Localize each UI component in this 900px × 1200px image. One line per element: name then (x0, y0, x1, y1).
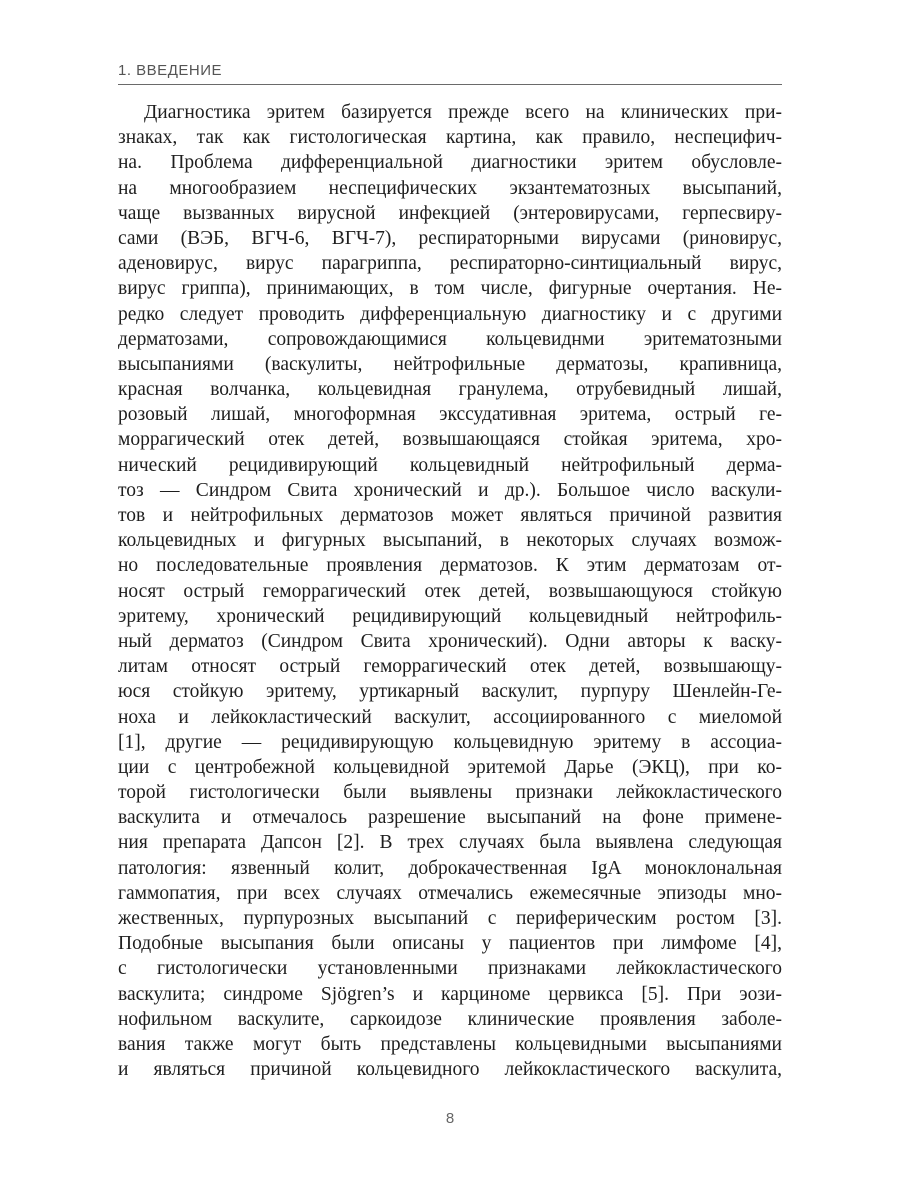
text-line: моррагический отек детей, возвышающаяся стойкая эритема, хро- (118, 429, 782, 451)
text-line: на. Проблема дифференциальной диагностики эритем обусловле- (118, 152, 782, 174)
text-line: васкулита; синдроме Sjögren’s и карциноме цервикса [5]. При эози- (118, 983, 782, 1005)
text-line: красная волчанка, кольцевидная гранулема, отрубевидный лишай, (118, 379, 782, 401)
text-line: ции с центробежной кольцевидной эритемой Дарье (ЭКЦ), при ко- (118, 756, 782, 778)
text-line: на многообразием неспецифических экзантематозных высыпаний, (118, 177, 782, 199)
text-line: ния препарата Дапсон [2]. В трех случаях была выявлена следующая (118, 832, 782, 854)
text-line: аденовирус, вирус парагриппа, респираторно-синтициальный вирус, (118, 253, 782, 275)
text-line: чаще вызванных вирусной инфекцией (энтеровирусами, герпесвиру- (118, 202, 782, 224)
text-line: носят острый геморрагический отек детей, возвышающуюся стойкую (118, 580, 782, 602)
text-line: юся стойкую эритему, уртикарный васкулит, пурпуру Шенлейн-Ге- (118, 681, 782, 703)
text-line: и являться причиной кольцевидного лейкокластического васкулита, (118, 1059, 782, 1081)
text-line: дерматозами, сопровождающимися кольцевиднми эритематозными (118, 328, 782, 350)
text-line: литам относят острый геморрагический отек детей, возвышающу- (118, 656, 782, 678)
text-line: вирус гриппа), принимающих, в том числе, фигурные очертания. Не- (118, 278, 782, 300)
text-line: сами (ВЭБ, ВГЧ-6, ВГЧ-7), респираторными вирусами (риновирус, (118, 227, 782, 249)
body-text (118, 100, 782, 1082)
text-line: нофильном васкулите, саркоидозе клинические проявления заболе- (118, 1008, 782, 1030)
section-header: 1. ВВЕДЕНИЕ (118, 62, 222, 79)
text-line: васкулита и отмечалось разрешение высыпаний на фоне примене- (118, 807, 782, 829)
page-number: 8 (445, 1110, 455, 1127)
text-line: с гистологически установленными признаками лейкокластического (118, 958, 782, 980)
text-line: тов и нейтрофильных дерматозов может являться причиной развития (118, 505, 782, 526)
text-line: Диагностика эритем базируется прежде всего на клинических при- (144, 102, 782, 123)
text-line: ноха и лейкокластический васкулит, ассоциированного с миеломой (118, 706, 782, 728)
text-line: редко следует проводить дифференциальную диагностику и с другими (118, 303, 782, 325)
text-line: Подобные высыпания были описаны у пациентов при лимфоме [4], (118, 933, 782, 955)
text-line: высыпаниями (васкулиты, нейтрофильные дерматозы, крапивница, (118, 353, 782, 375)
text-line: розовый лишай, многоформная экссудативная эритема, острый ге- (118, 404, 782, 426)
text-line: кольцевидных и фигурных высыпаний, в некоторых случаях возмож- (118, 530, 782, 552)
text-line: ный дерматоз (Синдром Свита хронический). Одни авторы к васку- (118, 630, 782, 652)
text-line: эритему, хронический рецидивирующий кольцевидный нейтрофиль- (118, 605, 782, 627)
text-line: торой гистологически были выявлены признаки лейкокластического (118, 782, 782, 804)
text-line: патология: язвенный колит, доброкачественная IgA моноклональная (118, 857, 782, 879)
text-line: [1], другие — рецидивирующую кольцевидную эритему в ассоциа- (118, 731, 782, 753)
text-line: нический рецидивирующий кольцевидный нейтрофильный дерма- (118, 454, 782, 476)
text-line: вания также могут быть представлены кольцевидными высыпаниями (118, 1033, 782, 1055)
text-line: но последовательные проявления дерматозов. К этим дерматозам от- (118, 555, 782, 577)
text-line: тоз — Синдром Свита хронический и др.). Большое число васкули- (118, 479, 782, 501)
text-line: жественных, пурпурозных высыпаний с периферическим ростом [3]. (118, 908, 782, 929)
text-line: знаках, так как гистологическая картина, как правило, неспецифич- (118, 127, 782, 149)
header-divider (118, 84, 782, 85)
text-line: гаммопатия, при всех случаях отмечались ежемесячные эпизоды мно- (118, 882, 782, 904)
